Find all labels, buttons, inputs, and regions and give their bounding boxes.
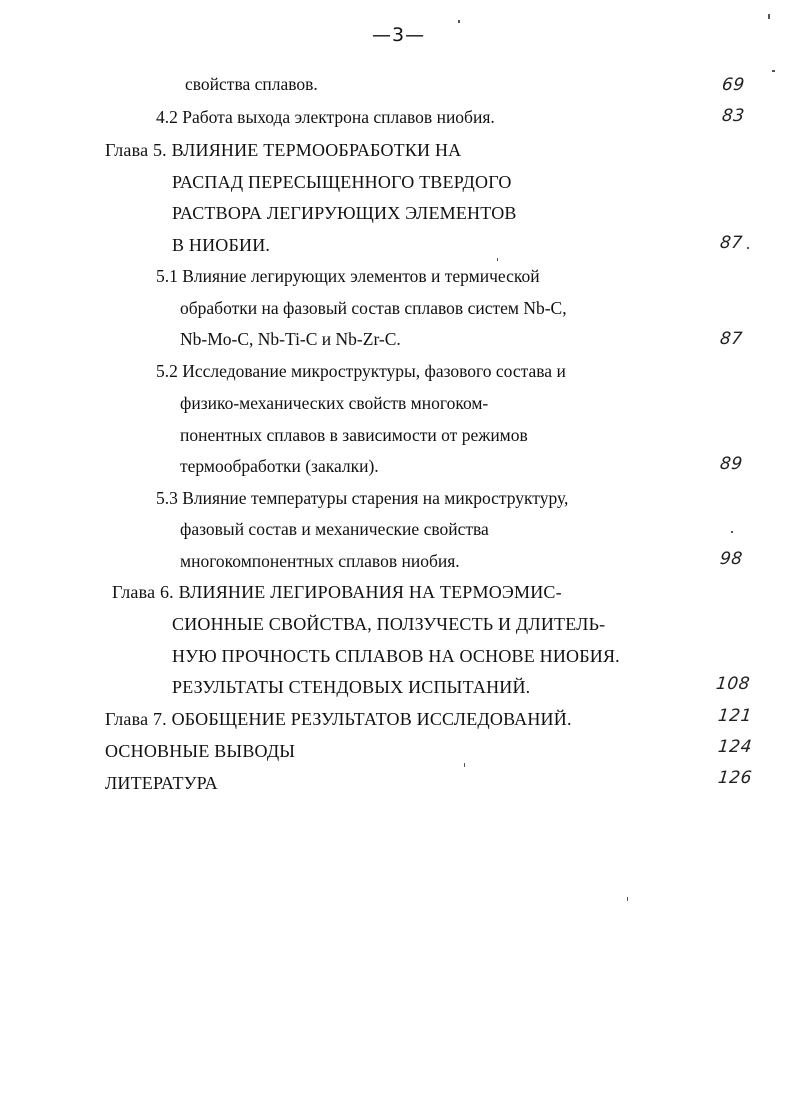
scan-speck (768, 14, 770, 19)
toc-chapter-5-line-1: Глава 5. ВЛИЯНИЕ ТЕРМООБРАБОТКИ НА (105, 140, 462, 160)
scan-speck (731, 531, 733, 533)
toc-page-chapter-7: 121 (716, 706, 754, 726)
toc-page-5-3: 98 (718, 549, 744, 569)
toc-section-5-2-line-2: физико-механических свойств многоком- (180, 393, 489, 413)
toc-page-4-2: 83 (720, 106, 746, 126)
toc-chapter-6-line-2: СИОННЫЕ СВОЙСТВА, ПОЛЗУЧЕСТЬ И ДЛИТЕЛЬ- (172, 614, 606, 634)
toc-section-5-3-line-2: фазовый состав и механические свойства (180, 519, 489, 539)
toc-section-5-1-line-3: Nb-Mo-C, Nb-Ti-C и Nb-Zr-C. (180, 329, 401, 349)
toc-page-chapter-5: 87 (718, 233, 744, 253)
toc-page-5-2: 89 (718, 454, 744, 474)
toc-page-5-1: 87 (718, 329, 744, 349)
scan-speck (464, 763, 465, 767)
toc-chapter-5-line-3: РАСТВОРА ЛЕГИРУЮЩИХ ЭЛЕМЕНТОВ (172, 203, 517, 223)
scan-speck (458, 20, 460, 23)
toc-chapter-6-line-4: РЕЗУЛЬТАТЫ СТЕНДОВЫХ ИСПЫТАНИЙ. (172, 677, 531, 697)
toc-section-5-1-line-2: обработки на фазовый состав сплавов систем Nb-C, (180, 298, 567, 318)
toc-chapter-5-line-4: В НИОБИИ. (172, 235, 271, 255)
toc-section-5-2-line-4: термообработки (закалки). (180, 456, 379, 476)
toc-page-chapter-6: 108 (714, 674, 752, 694)
toc-section-5-3-line-1: 5.3 Влияние температуры старения на микроструктуру, (156, 488, 569, 508)
toc-chapter-6-line-1: Глава 6. ВЛИЯНИЕ ЛЕГИРОВАНИЯ НА ТЕРМОЭМИС- (112, 582, 562, 602)
scan-speck (772, 70, 775, 72)
page-number: —3— (372, 24, 426, 46)
toc-line-properties: свойства сплавов. (185, 74, 318, 94)
toc-section-5-1-line-1: 5.1 Влияние легирующих элементов и термической (156, 266, 540, 286)
toc-section-5-2-line-1: 5.2 Исследование микроструктуры, фазового состава и (156, 361, 566, 381)
toc-section-5-2-line-3: понентных сплавов в зависимости от режимов (180, 425, 528, 445)
toc-chapter-6-line-3: НУЮ ПРОЧНОСТЬ СПЛАВОВ НА ОСНОВЕ НИОБИЯ. (172, 646, 620, 666)
toc-literature: ЛИТЕРАТУРА (105, 773, 218, 793)
toc-chapter-7: Глава 7. ОБОБЩЕНИЕ РЕЗУЛЬТАТОВ ИССЛЕДОВАНИЙ. (105, 709, 572, 729)
toc-conclusions: ОСНОВНЫЕ ВЫВОДЫ (105, 741, 296, 761)
scan-speck (497, 258, 498, 261)
scan-speck (627, 897, 628, 901)
scan-speck (747, 247, 749, 249)
toc-section-4-2: 4.2 Работа выхода электрона сплавов ниобия. (156, 107, 495, 127)
toc-page-conclusions: 124 (716, 737, 754, 757)
toc-page-literature: 126 (716, 768, 754, 788)
toc-section-5-3-line-3: многокомпонентных сплавов ниобия. (180, 551, 460, 571)
toc-chapter-5-line-2: РАСПАД ПЕРЕСЫЩЕННОГО ТВЕРДОГО (172, 172, 512, 192)
toc-page-properties: 69 (720, 75, 746, 95)
